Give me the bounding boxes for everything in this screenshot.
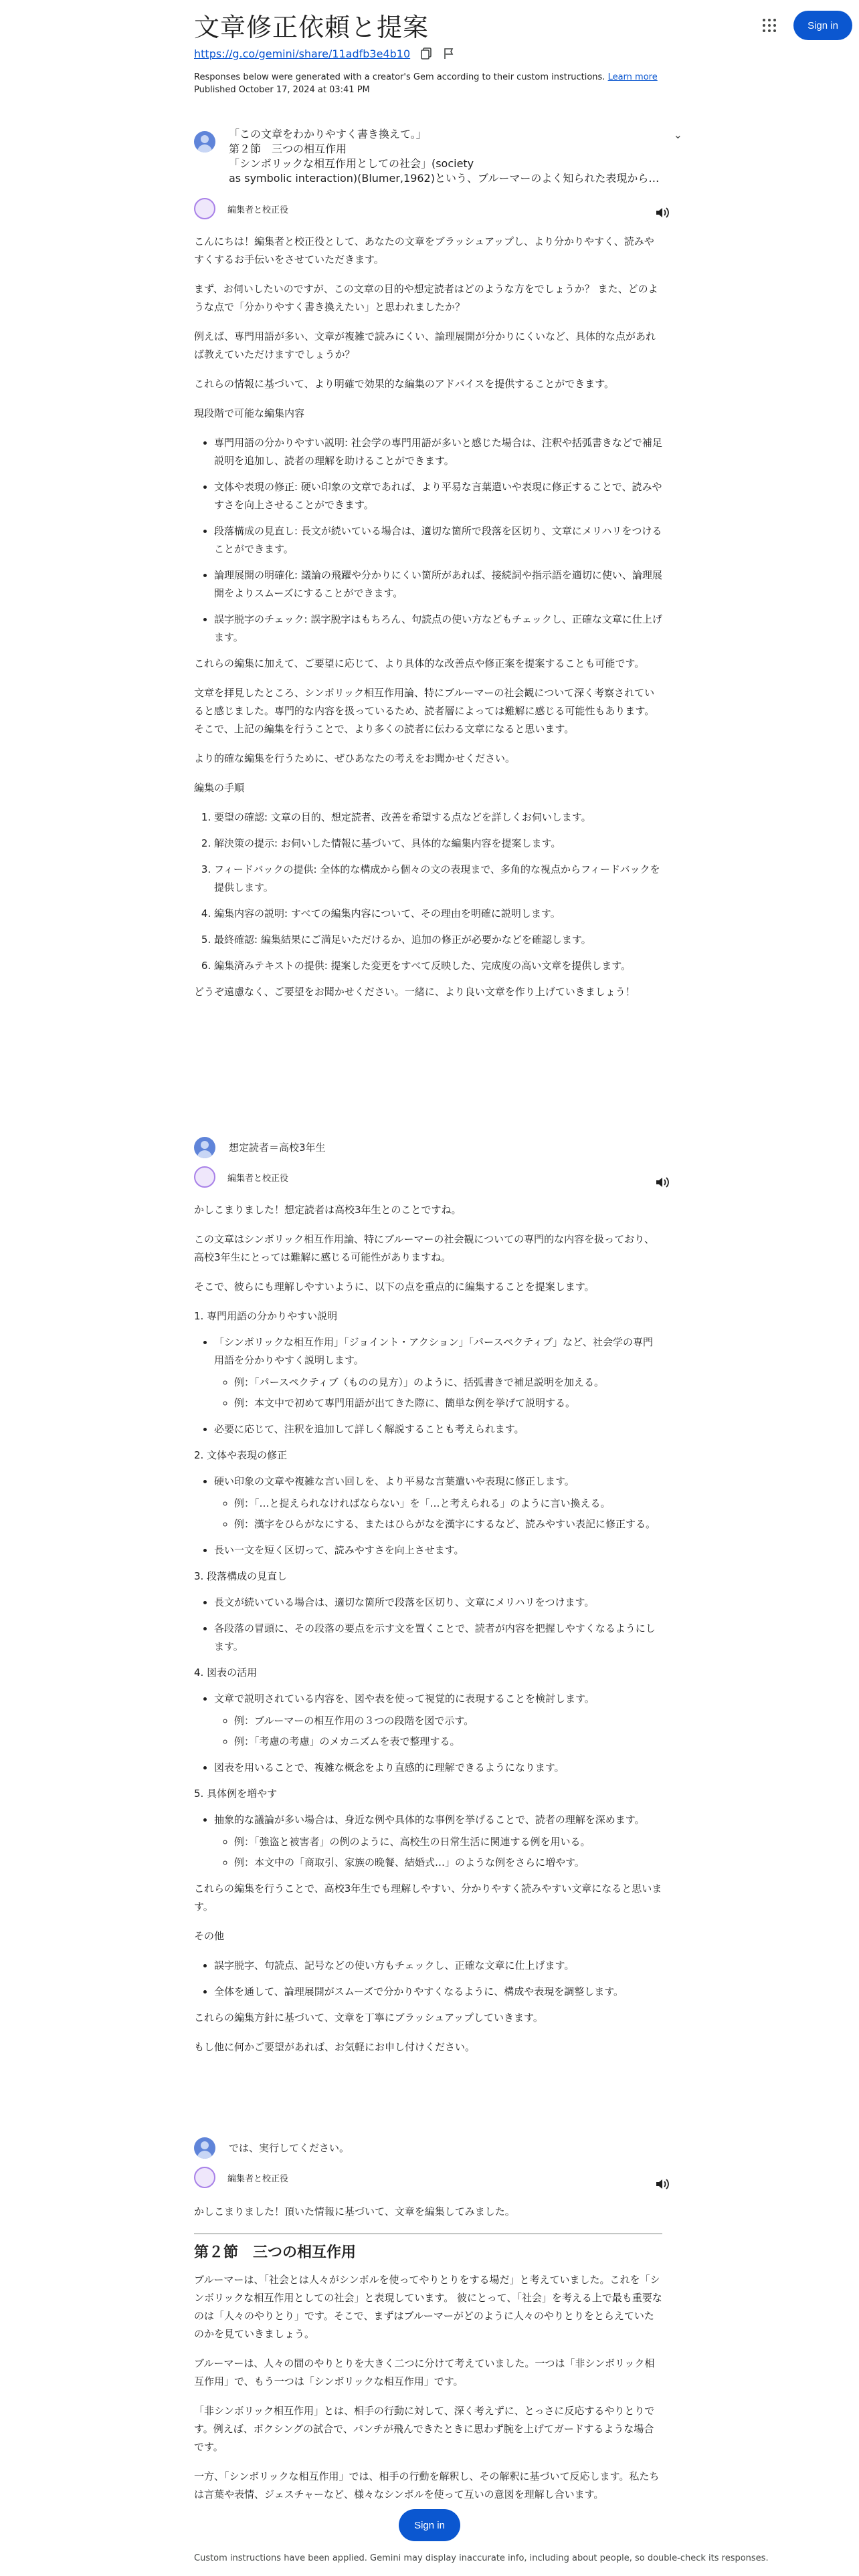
response-paragraph: かしこまりました！想定読者は高校3年生とのことですね。 [194, 1204, 462, 1216]
list-item: ◦ 例：本文中の「商取引、家族の晩餐、結婚式…」のような例をさらに増やす。 [234, 1854, 662, 1872]
list-item: 2. 解決策の提示: お伺いした情報に基づいて、具体的な編集内容を提案します。 [214, 835, 662, 853]
list-item: • 段落構成の見直し: 長文が続いている場合は、適切な箇所で段落を区切り、文章にメリハリをつけることができます。 [214, 522, 662, 558]
list-item: • 図表を用いることで、複雑な概念をより直感的に理解できるようになります。 [214, 1759, 662, 1777]
section-heading: 編集の手順 [194, 782, 245, 794]
list-item: • 長文が続いている場合は、適切な箇所で段落を区切り、文章にメリハリをつけます。 [214, 1594, 662, 1612]
response-paragraph: もし他に何かご要望があれば、お気軽にお申し付けください。 [194, 2041, 476, 2053]
section-heading: 5. 具体例を増やす [194, 1788, 278, 1800]
gem-header [194, 2167, 288, 2188]
list-item: ◦ 例：ブルーマーの相互作用の３つの段階を図で示す。 [234, 1712, 662, 1730]
response-paragraph: ブルーマーは、「社会とは人々がシンボルを使ってやりとりをする場だ」と考えていました。これを「シンボリックな相互作用としての社会」と表現しています。 彼にとって、「社会」を考える上で最も重要なのは「人々のやりとり」です。そこで、まずはブルーマーがどのように人々のやりとりをとらえていたのかを見ていきましょう。 [194, 2274, 662, 2340]
user-avatar [194, 2137, 215, 2159]
response-paragraph: 「非シンボリック相互作用」とは、相手の行動に対して、深く考えずに、とっさに反応するやりとりです。例えば、ボクシングの試合で、パンチが飛んできたときに思わず腕を上げてガードするような場合です。 [194, 2405, 655, 2453]
response-paragraph: ブルーマーは、人々の間のやりとりを大きく二つに分けて考えていました。一つは「非シンボリック相互作用」で、もう一つは「シンボリックな相互作用」です。 [194, 2357, 655, 2387]
list-item [214, 1473, 662, 1533]
gem-avatar [194, 1166, 215, 1188]
gem-name: 編集者と校正役 [227, 205, 289, 215]
list-item: • 文体や表現の修正: 硬い印象の文章であれば、より平易な言葉遣いや表現に修正することで、読みやすさを向上させることができます。 [214, 478, 662, 514]
gem-header [194, 1166, 288, 1188]
gem-name: 編集者と校正役 [227, 1173, 289, 1184]
response-paragraph: この文章はシンボリック相互作用論、特にブルーマーの社会観についての専門的な内容を扱っており、高校3年生にとっては難解に感じる可能性がありますね。 [194, 1233, 655, 1263]
chevron-down-icon[interactable]: ⌄ [673, 128, 682, 141]
response-paragraph: こんにちは！編集者と校正役として、あなたの文章をブラッシュアップし、より分かりやすく、読みやすくするお手伝いをさせていただきます。 [194, 235, 654, 265]
speaker-icon[interactable] [654, 205, 670, 221]
sign-in-button-bottom[interactable]: Sign in [399, 2509, 460, 2541]
list-item [214, 1811, 662, 1872]
list-item: • 各段落の冒頭に、その段落の要点を示す文を置くことで、読者が内容を把握しやすくなるようにします。 [214, 1620, 662, 1656]
list [194, 1473, 662, 1560]
gem-name: 編集者と校正役 [227, 2173, 289, 2184]
list-item: • 専門用語の分かりやすい説明: 社会学の専門用語が多いと感じた場合は、注釈や括弧書きなどで補足説明を追加し、読者の理解を助けることができます。 [214, 434, 662, 470]
share-link[interactable]: https://g.co/gemini/share/11adfb3e4b10 [194, 47, 411, 60]
list-item: • 必要に応じて、注釈を追加して詳しく解説することも考えられます。 [214, 1420, 662, 1438]
response-paragraph: これらの編集を行うことで、高校3年生でも理解しやすい、分かりやすく読みやすい文章になると思います。 [194, 1883, 662, 1913]
edit-options-list [194, 434, 662, 647]
response-paragraph: どうぞ遠慮なく、ご要望をお聞かせください。一緒に、より良い文章を作り上げていきましょう！ [194, 986, 636, 998]
gem-response-1 [194, 233, 662, 1012]
list-item-text: 「シンボリックな相互作用」「ジョイント・アクション」「パースペクティブ」など、社会学の専門用語を分かりやすく説明します。 [214, 1336, 654, 1366]
response-paragraph: 文章を拝見したところ、シンボリック相互作用論、特にブルーマーの社会観について深く考察されていると感じました。専門的な内容を扱っているため、読者層によっては難解に感じる可能性もあります。そこで、上記の編集を行うことで、より多くの読者に伝わる文章になると思います。 [194, 687, 655, 735]
response-paragraph: 例えば、専門用語が多い、文章が複雑で読みにくい、論理展開が分かりにくいなど、具体的な点があれば教えていただけますでしょうか？ [194, 330, 656, 360]
published-date: Published October 17, 2024 at 03:41 PM [194, 85, 370, 95]
apps-grid-icon[interactable] [761, 17, 777, 33]
footer-disclaimer: Custom instructions have been applied. Gemini may display inaccurate info, including about people, so double-check its responses. [194, 2553, 769, 2563]
speaker-icon[interactable] [654, 2176, 670, 2192]
learn-more-link[interactable]: Learn more [607, 72, 658, 82]
section-heading: 4. 図表の活用 [194, 1667, 258, 1679]
section-heading: 3. 段落構成の見直し [194, 1570, 288, 1582]
sign-in-button[interactable]: Sign in [793, 11, 852, 40]
response-paragraph: 一方、「シンボリックな相互作用」では、相手の行動を解釈し、その解釈に基づいて反応します。私たちは言葉や表情、ジェスチャーなど、様々なシンボルを使って互いの意図を理解し合います。 [194, 2470, 660, 2500]
list-item: • 論理展開の明確化: 議論の飛躍や分かりにくい箇所があれば、接続詞や指示語を適切に使い、論理展開をよりスムーズにすることができます。 [214, 566, 662, 603]
copy-icon[interactable] [419, 47, 433, 60]
list-item-text: 文章で説明されている内容を、図や表を使って視覚的に表現することを検討します。 [214, 1693, 595, 1705]
section-heading: その他 [194, 1930, 225, 1942]
list-item: 6. 編集済みテキストの提供: 提案した変更をすべて反映した、完成度の高い文章を提供します。 [214, 957, 662, 975]
list-item: • 長い一文を短く区切って、読みやすさを向上させます。 [214, 1541, 662, 1560]
list-item: 3. フィードバックの提供: 全体的な構成から個々の文の表現まで、多角的な視点からフィードバックを提供します。 [214, 861, 662, 897]
response-paragraph: これらの編集方針に基づいて、文章を丁寧にブラッシュアップしていきます。 [194, 2012, 543, 2024]
user-prompt-text: 想定読者＝高校3年生 [229, 1142, 326, 1154]
section-heading: 現段階で可能な編集内容 [194, 407, 305, 419]
list-item [214, 1690, 662, 1751]
user-prompt-text: 「この文章をわかりやすく書き換えて。」 第２節 三つの相互作用 「シンボリックな相互作用としての社会」(society as symbolic interaction)(Blumer,1962)という、ブルーマーのよく知られた表現から… [229, 128, 660, 185]
share-meta [194, 71, 658, 96]
list-item: • 誤字脱字、句読点、記号などの使い方もチェックし、正確な文章に仕上げます。 [214, 1957, 662, 1975]
response-paragraph: かしこまりました！頂いた情報に基づいて、文章を編集してみました。 [194, 2206, 515, 2218]
user-prompt-text: では、実行してください。 [229, 2142, 350, 2154]
response-paragraph: そこで、彼らにも理解しやすいように、以下の点を重点的に編集することを提案します。 [194, 1281, 595, 1293]
list-item: ◦ 例：「考慮の考慮」のメカニズムを表で整理する。 [234, 1733, 662, 1751]
list [194, 1333, 662, 1438]
list [194, 1594, 662, 1656]
list [194, 1811, 662, 1872]
list-item: 1. 要望の確認: 文章の目的、想定読者、改善を希望する点などを詳しくお伺いします。 [214, 809, 662, 827]
flag-icon[interactable] [442, 47, 456, 60]
gem-response-3 [194, 2203, 662, 2515]
gem-avatar [194, 2167, 215, 2188]
gem-header [194, 198, 288, 219]
speaker-icon[interactable] [654, 1174, 670, 1190]
user-avatar [194, 1137, 215, 1158]
gem-notice: Responses below were generated with a creator's Gem according to their custom instructions. [194, 72, 605, 82]
response-paragraph: より的確な編集を行うために、ぜひあなたの考えをお聞かせください。 [194, 752, 516, 764]
list-item-text: 硬い印象の文章や複雑な言い回しを、より平易な言葉遣いや表現に修正します。 [214, 1475, 575, 1487]
list-item: • 全体を通して、論理展開がスムーズで分かりやすくなるように、構成や表現を調整します。 [214, 1983, 662, 2001]
gem-avatar [194, 198, 215, 219]
response-paragraph: これらの情報に基づいて、より明確で効果的な編集のアドバイスを提供することができます。 [194, 378, 615, 390]
response-paragraph: まず、お伺いしたいのですが、この文章の目的や想定読者はどのような方をでしょうか？ また、どのような点で「分かりやすく書き換えたい」と思われましたか？ [194, 283, 658, 313]
list-item [214, 1333, 662, 1412]
user-avatar [194, 131, 215, 152]
divider [194, 2233, 662, 2234]
list [194, 1957, 662, 2001]
list-item: 5. 最終確認: 編集結果にご満足いただけるか、追加の修正が必要かなどを確認します。 [214, 931, 662, 949]
list [194, 1690, 662, 1777]
list-item-text: 抽象的な議論が多い場合は、身近な例や具体的な事例を挙げることで、読者の理解を深めます。 [214, 1814, 645, 1826]
response-paragraph: これらの編集に加えて、ご要望に応じて、より具体的な改善点や修正案を提案することも可能です。 [194, 657, 645, 669]
section-heading: 1. 専門用語の分かりやすい説明 [194, 1310, 338, 1322]
list-item: ◦ 例：漢字をひらがなにする、またはひらがなを漢字にするなど、読みやすい表記に修正する。 [234, 1515, 662, 1533]
list-item: 4. 編集内容の説明: すべての編集内容について、その理由を明確に説明します。 [214, 905, 662, 923]
page-title: 文章修正依頼と提案 [194, 13, 430, 42]
list-item: • 誤字脱字のチェック: 誤字脱字はもちろん、句読点の使い方などもチェックし、正確な文章に仕上げます。 [214, 611, 662, 647]
list-item: ◦ 例：「パースペクティブ（ものの見方）」のように、括弧書きで補足説明を加える。 [234, 1374, 662, 1392]
list-item: ◦ 例：「…と捉えられなければならない」を「…と考えられる」のように言い換える。 [234, 1495, 662, 1513]
gem-response-2 [194, 1201, 662, 2068]
list-item: ◦ 例：「強盗と被害者」の例のように、高校生の日常生活に関連する例を用いる。 [234, 1833, 662, 1851]
list-item: ◦ 例：本文中で初めて専門用語が出てきた際に、簡単な例を挙げて説明する。 [234, 1394, 662, 1412]
edit-steps-list [194, 809, 662, 975]
section-heading: 第２節 三つの相互作用 [194, 2244, 357, 2261]
section-heading: 2. 文体や表現の修正 [194, 1449, 288, 1461]
